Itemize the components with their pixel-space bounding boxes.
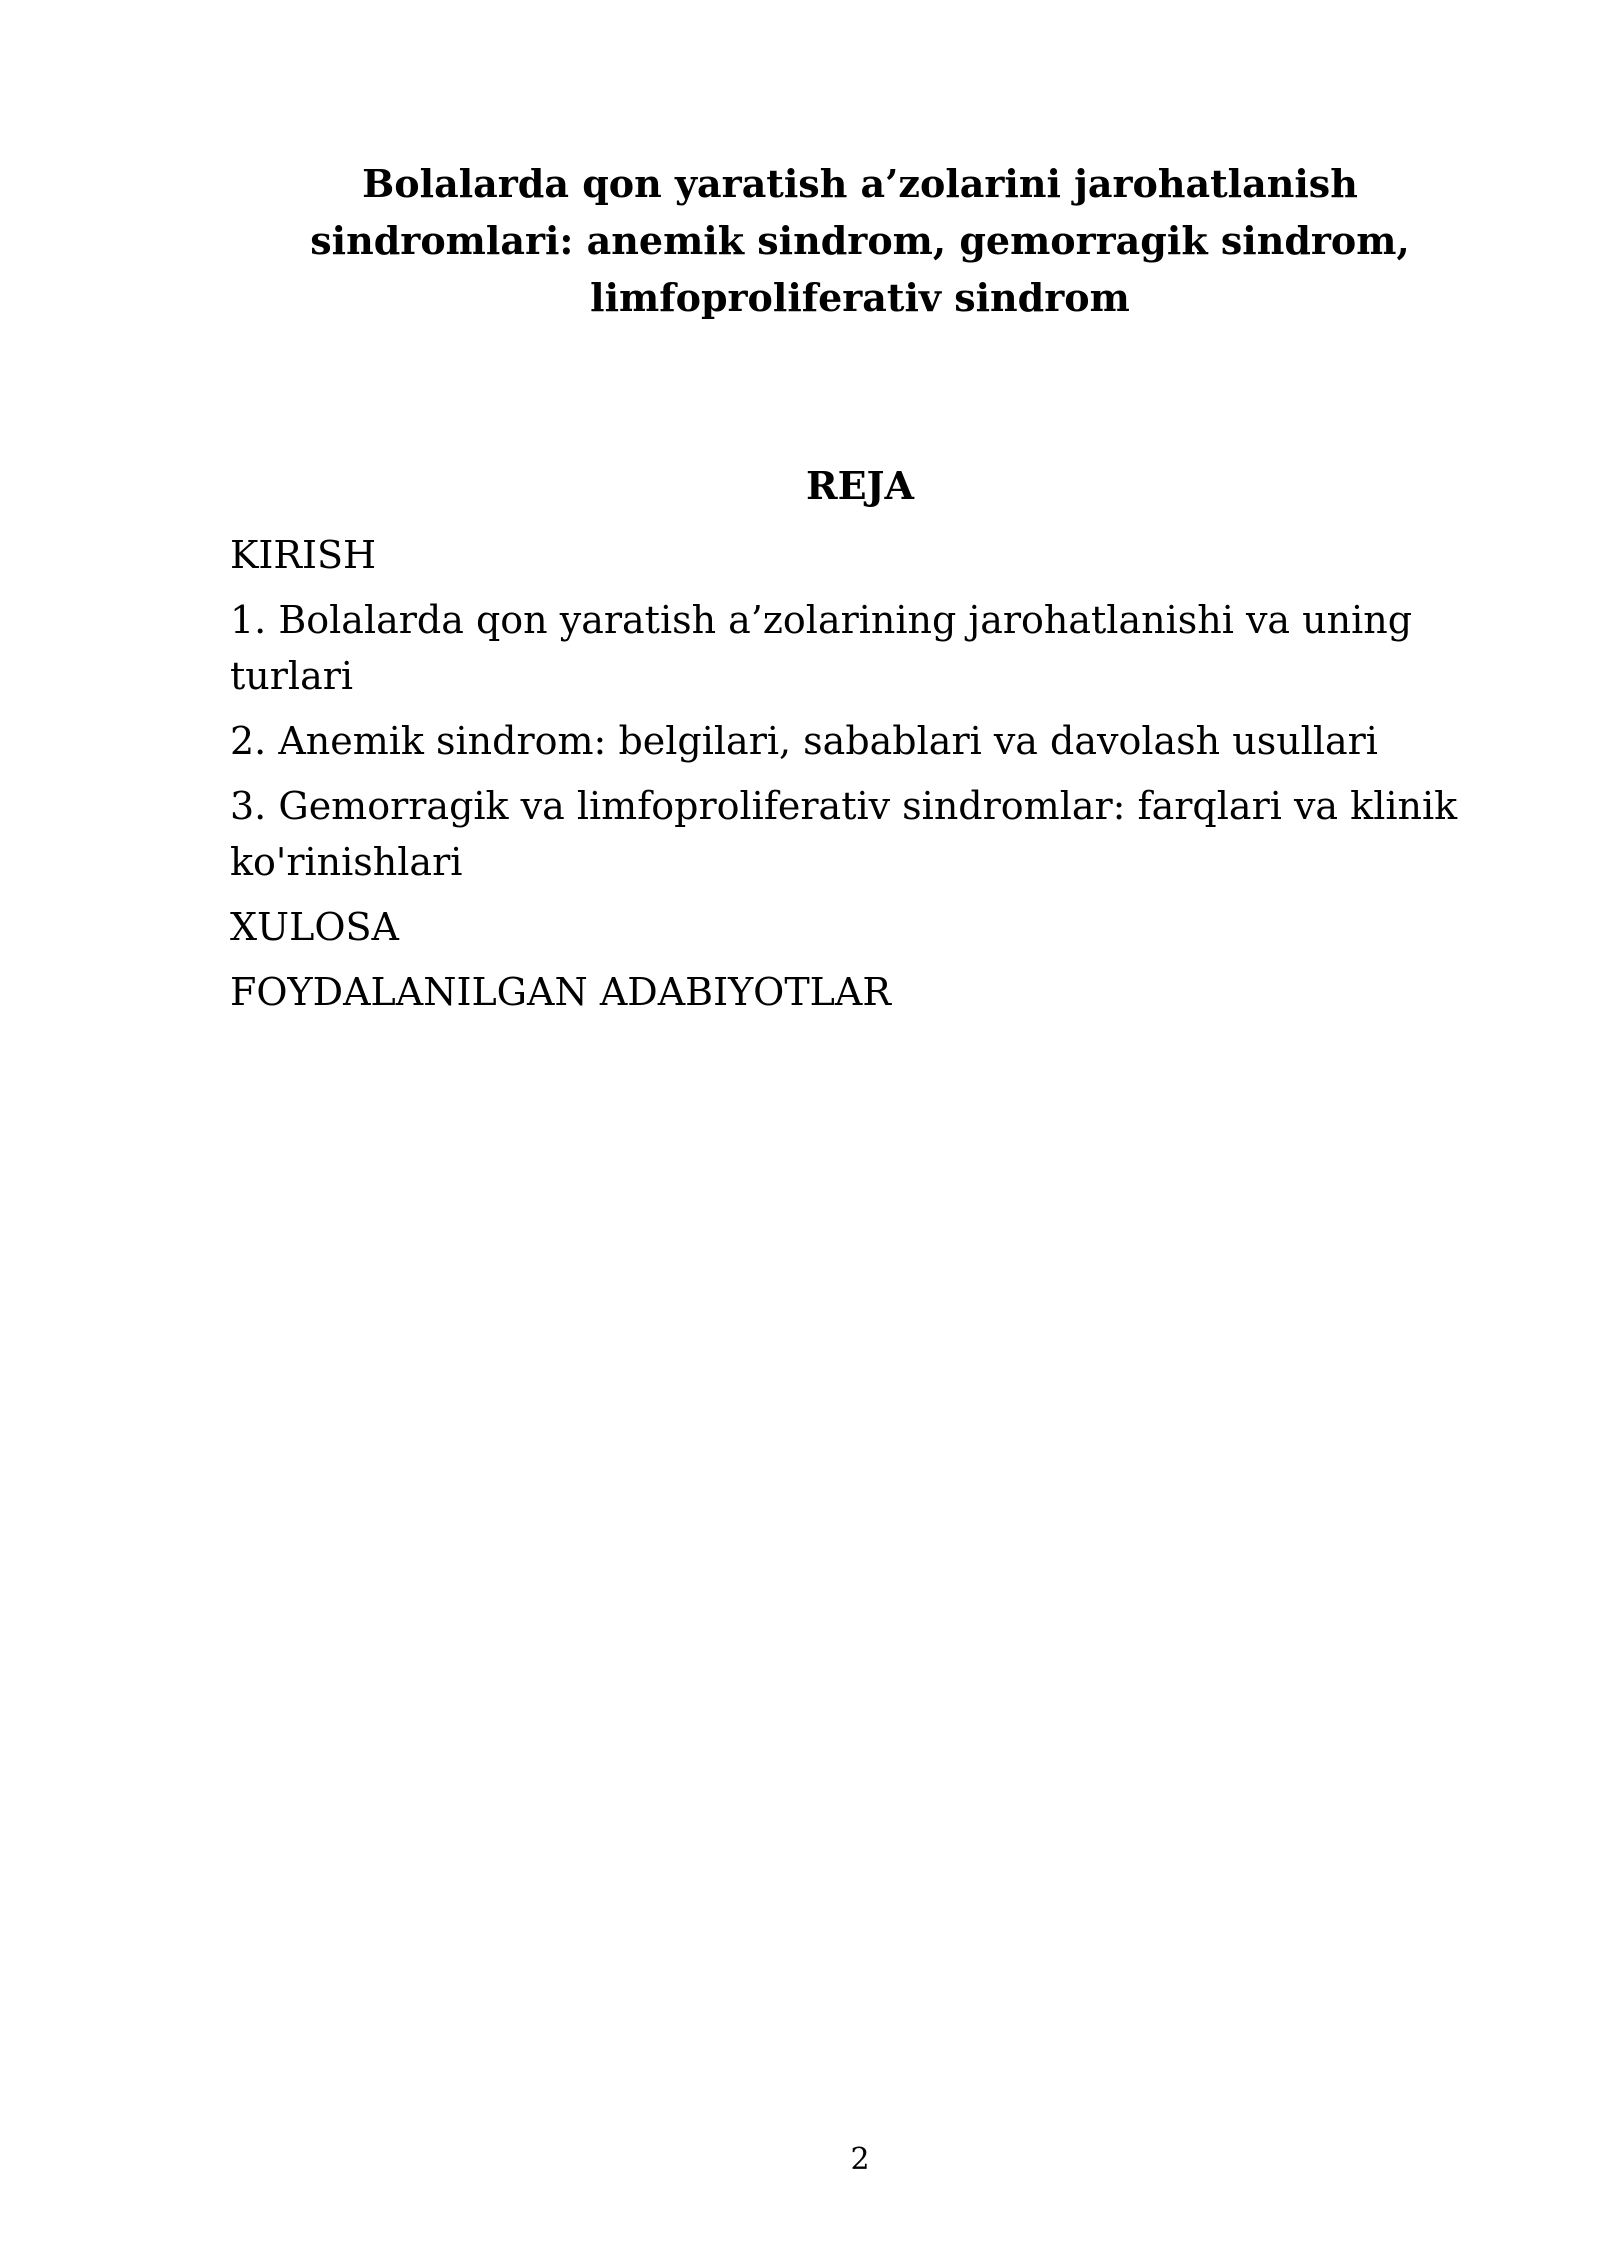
document-title	[230, 155, 1490, 326]
plan-item-line: KIRISH	[230, 533, 377, 577]
plan-item-line: XULOSA	[230, 905, 399, 949]
title-line: limfoproliferativ sindrom	[590, 275, 1130, 320]
plan-item-2	[230, 713, 1490, 769]
title-line: Bolalarda qon yaratish a’zolarini jarohatlanish	[362, 161, 1358, 206]
plan-item-line: 1. Bolalarda qon yaratish a’zolarining jarohatlanishi va uning	[230, 598, 1413, 642]
plan-item-conclusion	[230, 899, 1490, 955]
plan-item-1	[230, 592, 1490, 704]
page-number: 2	[850, 2142, 870, 2177]
plan-item-line: FOYDALANILGAN ADABIYOTLAR	[230, 970, 891, 1014]
plan-item-line: 3. Gemorragik va limfoproliferativ sindromlar: farqlari va klinik	[230, 784, 1458, 828]
plan-item-line: 2. Anemik sindrom: belgilari, sabablari va davolash usullari	[230, 719, 1378, 763]
plan-item-line: turlari	[230, 654, 354, 698]
plan-item-line: ko'rinishlari	[230, 840, 463, 884]
plan-list	[230, 527, 1490, 1029]
title-line: sindromlari: anemik sindrom, gemorragik sindrom,	[310, 218, 1410, 263]
plan-item-3	[230, 778, 1490, 890]
plan-heading: REJA	[805, 463, 914, 508]
plan-item-introduction	[230, 527, 1490, 583]
plan-item-references	[230, 964, 1490, 1020]
